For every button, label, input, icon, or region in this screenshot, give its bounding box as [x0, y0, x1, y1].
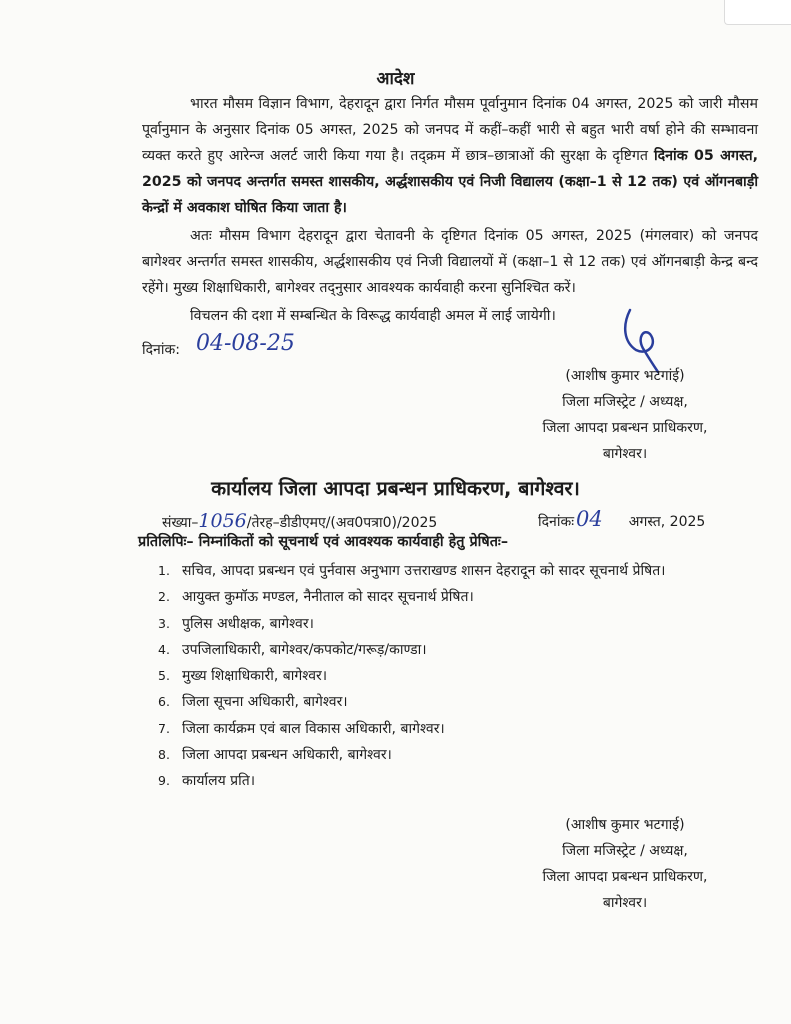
cc-list-item: 9. कार्यालय प्रति। [158, 773, 256, 790]
office-signatory-designation: जिला मजिस्ट्रेट / अध्यक्ष, [562, 843, 688, 859]
office-signatory-block [520, 812, 730, 916]
cc-list-item: 4. उपजिलाधिकारी, बागेश्वर/कपकोट/गरूड़/काण्डा। [158, 641, 427, 658]
page-corner [724, 0, 791, 25]
order-date-label: दिनांक: [142, 342, 180, 358]
cc-heading: प्रतिलिपिः– निम्नांकितों को सूचनार्थ एवं आवश्यक कार्यवाही हेतु प्रेषितः– [138, 534, 509, 550]
reference-number-line [162, 510, 437, 532]
office-date-line [538, 507, 705, 531]
office-date-day-handwritten: 04 [576, 507, 603, 531]
cc-list-item: 1. सचिव, आपदा प्रबन्धन एवं पुर्नवास अनुभाग उत्तराखण्ड शासन देहरादून को सादर सूचनार्थ प्रेषित। [158, 563, 666, 579]
order-title: आदेश [376, 69, 415, 89]
cc-list-item: 8. जिला आपदा प्रबन्धन अधिकारी, बागेश्वर। [158, 747, 392, 764]
cc-list [158, 558, 665, 795]
order-paragraph-3: विचलन की दशा में सम्बन्धित के विरूद्ध कार्यवाही अमल में लाई जायेगी। [190, 308, 556, 324]
order-paragraph-2: अतः मौसम विभाग देहरादून द्वारा चेतावनी के दृष्टिगत दिनांक 05 अगस्त, 2025 (मंगलवार) को जनपद बागेश्वर अन्तर्गत समस्त शासकीय, अर्द्धशासकीय एवं निजी विद्यालयों में (कक्षा–1 से 12 तक) एवं ऑगनबाड़ी केन्द्र बन्द रहेंगे। मुख्य शिक्षाधिकारी, बागेश्वर तद्नुसार आवश्यक कार्यवाही करना सुनिश्चित करें। [142, 228, 758, 296]
cc-list-item: 2. आयुक्त कुमॉऊ मण्डल, नैनीताल को सादर सूचनार्थ प्रेषित। [158, 589, 474, 606]
reference-label: संख्या– [162, 515, 199, 531]
order-date-handwritten: 04-08-25 [196, 331, 295, 356]
reference-number-handwritten: 1056 [198, 510, 247, 532]
order-paragraph-1-bold: दिनांक 05 अगस्त, 2025 को जनपद अन्तर्गत समस्त शासकीय, अर्द्धशासकीय एवं निजी विद्यालय (कक्षा–1 से 12 तक) एवं ऑगनबाड़ी केन्द्रों में अवकाश घोषित किया जाता है। [142, 148, 758, 216]
order-signatory-place: बागेश्वर। [602, 446, 648, 462]
order-paragraph-1 [142, 91, 758, 221]
order-signatory-designation: जिला मजिस्ट्रेट / अध्यक्ष, [562, 394, 688, 410]
cc-list-item: 6. जिला सूचना अधिकारी, बागेश्वर। [158, 694, 348, 711]
cc-list-item: 3. पुलिस अधीक्षक, बागेश्वर। [158, 615, 314, 632]
order-paragraph-1-text: भारत मौसम विज्ञान विभाग, देहरादून द्वारा निर्गत मौसम पूर्वानुमान दिनांक 04 अगस्त, 2025 को जारी मौसम पूर्वानुमान के अनुसार दिनांक 05 अगस्त, 2025 को जनपद में कहीं–कहीं भारी से बहुत भारी वर्षा होने की सम्भावना व्यक्त करते हुए आरेन्ज अलर्ट जारी किया गया है। तद्क्रम में छात्र–छात्राओं की सुरक्षा के दृष्टिगत [142, 96, 758, 164]
office-signatory-name: (आशीष कुमार भटगाई) [565, 817, 685, 833]
cc-list-item: 7. जिला कार्यक्रम एवं बाल विकास अधिकारी, बागेश्वर। [158, 720, 445, 737]
cc-list-item: 5. मुख्य शिक्षाधिकारी, बागेश्वर। [158, 668, 328, 685]
office-date-label: दिनांकः [538, 514, 575, 530]
office-signatory-org: जिला आपदा प्रबन्धन प्राधिकरण, [542, 869, 708, 885]
office-heading: कार्यालय जिला आपदा प्रबन्धन प्राधिकरण, बागेश्वर। [211, 477, 580, 500]
reference-suffix: /तेरह–डीडीएमए/(अव0पत्रा0)/2025 [246, 515, 438, 531]
order-signatory-block [520, 363, 730, 467]
office-date-rest: अगस्त, 2025 [628, 514, 706, 530]
office-signatory-place: बागेश्वर। [602, 895, 648, 911]
order-signatory-org: जिला आपदा प्रबन्धन प्राधिकरण, [542, 420, 708, 436]
order-signatory-name: (आशीष कुमार भटगांई) [565, 368, 685, 384]
